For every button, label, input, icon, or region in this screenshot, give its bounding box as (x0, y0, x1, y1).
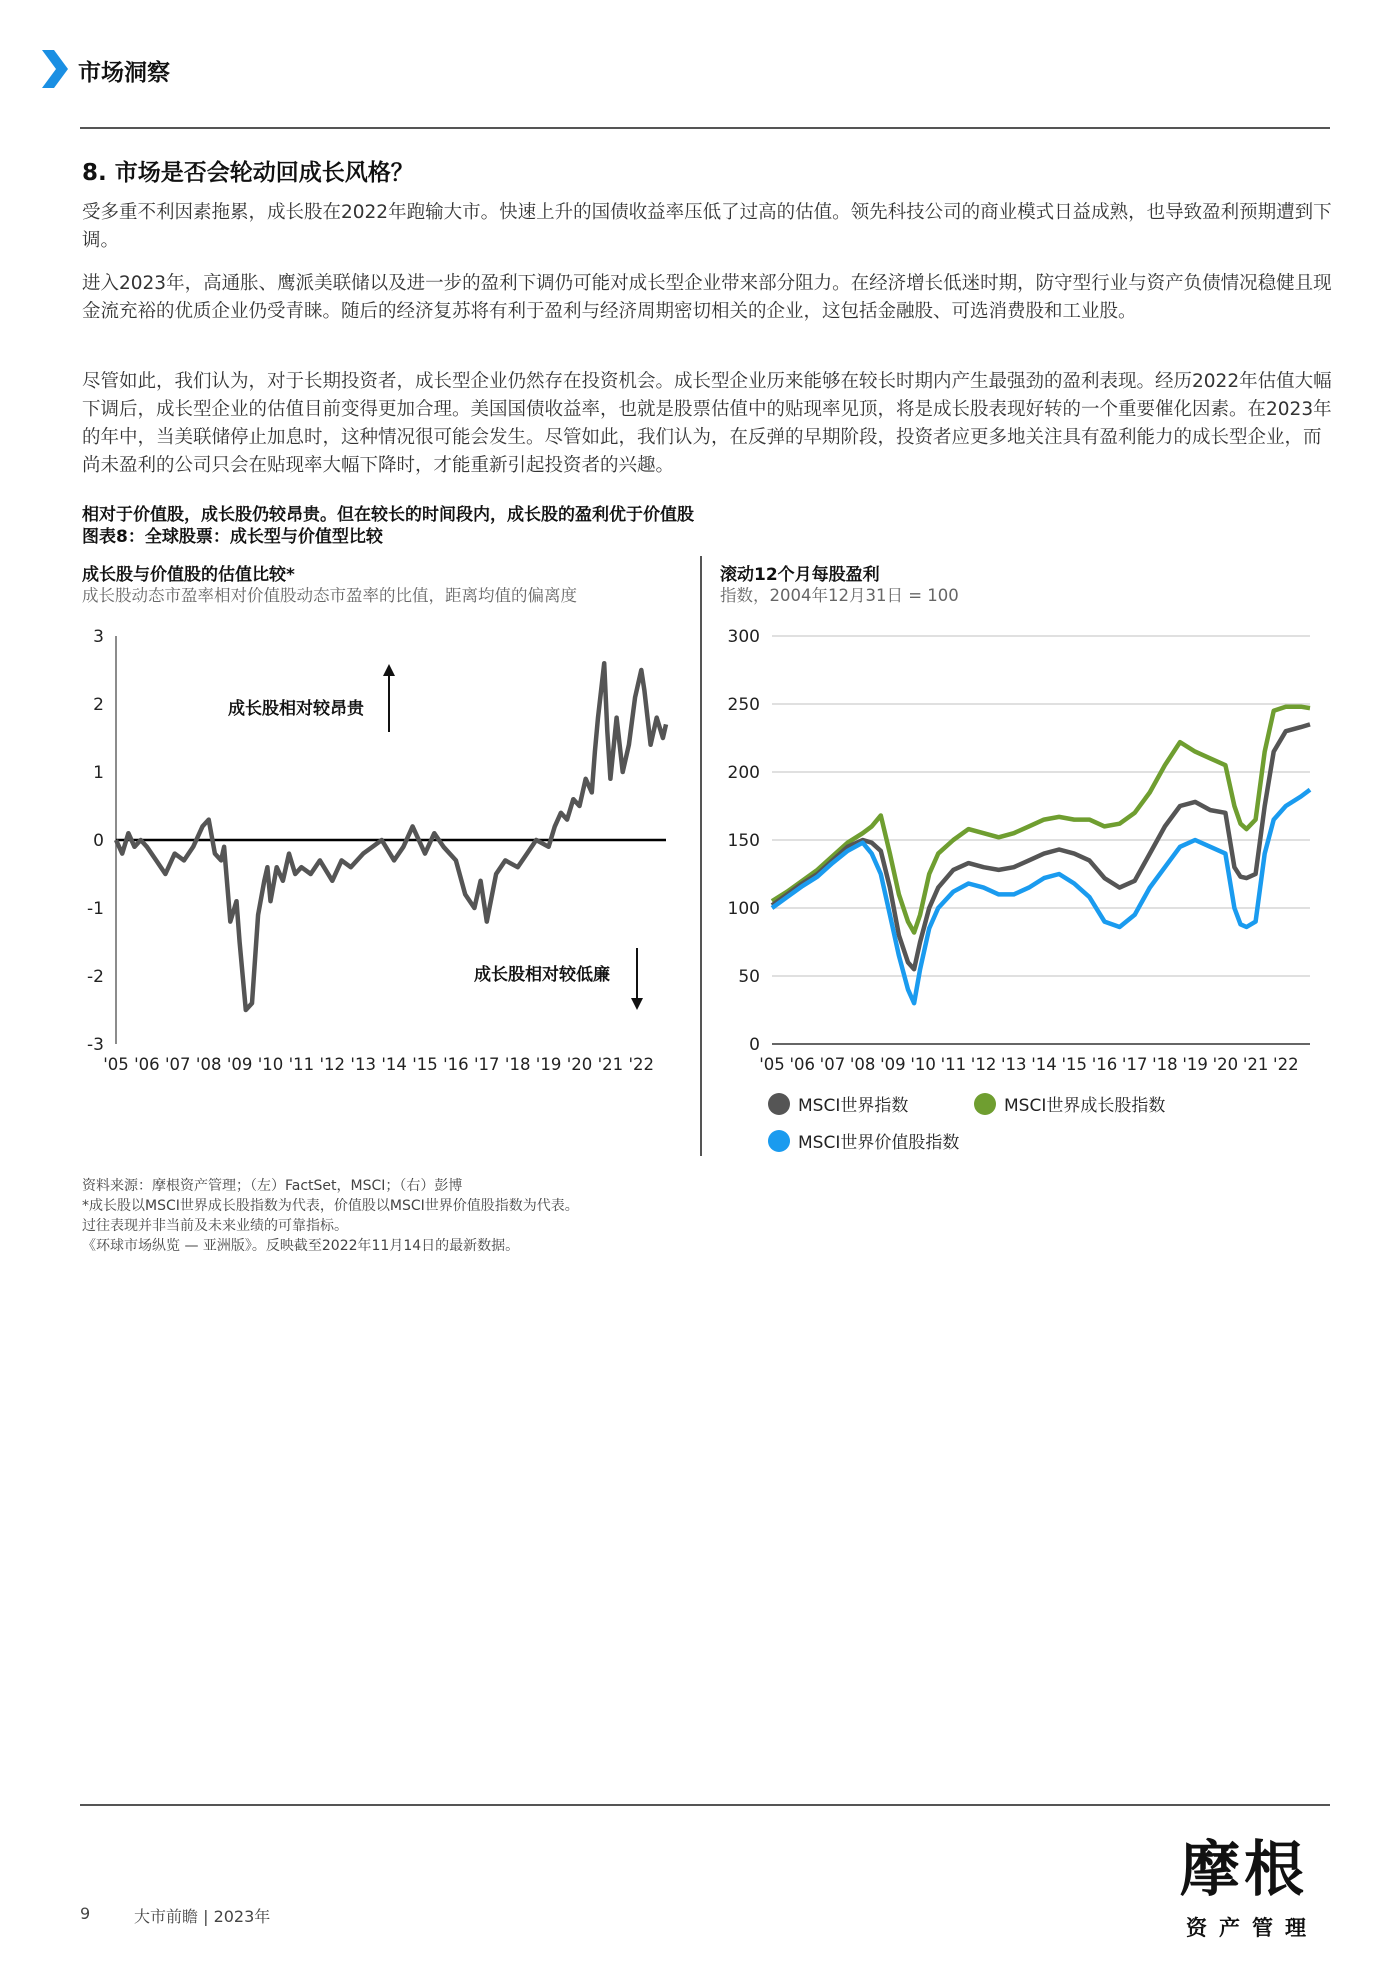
note-line: *成长股以MSCI世界成长股指数为代表，价值股以MSCI世界价值股指数为代表。 (82, 1198, 579, 1214)
right-x-tick-label: '20 (1212, 1055, 1239, 1074)
right-x-tick-label: '13 (1001, 1055, 1027, 1074)
left-y-tick-label: 3 (93, 627, 104, 647)
chart-divider (700, 556, 702, 1156)
right-y-tick-label: 150 (727, 831, 760, 851)
left-x-tick-label: '19 (535, 1055, 562, 1074)
brand-logo-subtitle: 资产管理 (1186, 1916, 1318, 1940)
left-x-tick-label: '20 (566, 1055, 593, 1074)
eps-line-growth (772, 707, 1310, 933)
left-x-tick-label: '12 (319, 1055, 346, 1074)
right-x-tick-label: '08 (849, 1055, 876, 1074)
left-x-tick-label: '14 (381, 1055, 407, 1074)
right-y-tick-label: 200 (727, 763, 760, 783)
right-x-tick-label: '07 (819, 1055, 846, 1074)
legend-swatch-value (768, 1130, 790, 1152)
eps-chart (710, 620, 1330, 1090)
right-chart-title: 滚动12个月每股盈利 (720, 565, 880, 585)
right-x-tick-label: '14 (1031, 1055, 1057, 1074)
left-y-tick-label: -1 (87, 899, 104, 919)
figure-caption-line2: 图表8：全球股票：成长型与价值型比较 (82, 527, 383, 547)
arrow-up-icon (383, 664, 395, 732)
right-y-tick-label: 0 (749, 1035, 760, 1055)
right-x-tick-label: '19 (1182, 1055, 1208, 1074)
right-x-tick-label: '18 (1152, 1055, 1178, 1074)
note-line: 《环球市场纵览 — 亚洲版》。反映截至2022年11月14日的最新数据。 (82, 1238, 520, 1254)
page-number: 9 (80, 1904, 91, 1923)
annotation-expensive: 成长股相对较昂贵 (228, 699, 364, 719)
left-x-tick-label: '18 (504, 1055, 531, 1074)
article-heading: 8. 市场是否会轮动回成长风格？ (82, 160, 414, 186)
right-y-tick-label: 300 (727, 627, 760, 647)
right-y-tick-label: 100 (727, 899, 760, 919)
left-x-tick-label: '11 (288, 1055, 315, 1074)
left-x-tick-label: '17 (474, 1055, 500, 1074)
right-chart-subtitle: 指数，2004年12月31日 = 100 (720, 586, 959, 605)
left-chart-subtitle: 成长股动态市盈率相对价值股动态市盈率的比值，距离均值的偏离度 (82, 586, 577, 605)
legend-item-growth (974, 1091, 1165, 1116)
header-rule (80, 127, 1330, 129)
annotation-cheap: 成长股相对较低廉 (474, 965, 610, 985)
right-x-tick-label: '05 (759, 1055, 785, 1074)
right-x-tick-label: '17 (1121, 1055, 1148, 1074)
right-x-tick-label: '09 (880, 1055, 906, 1074)
paragraph-3: 尽管如此，我们认为，对于长期投资者，成长型企业仍然存在投资机会。成长型企业历来能够在较长时期内产生最强劲的盈利表现。经历2022年估值大幅下调后，成长型企业的估值目前变得更加合理。美国国债收益率，也就是股票估值中的贴现率见顶，将是成长股表现好转的一个重要催化因素。在2023年的年中，当美联储停止加息时，这种情况很可能会发生。尽管如此，我们认为，在反弹的早期阶段，投资者应更多地关注具有盈利能力的成长型企业，而尚未盈利的公司只会在贴现率大幅下降时，才能重新引起投资者的兴趣。 (82, 371, 1332, 476)
right-x-tick-label: '21 (1242, 1055, 1269, 1074)
left-y-tick-label: -2 (87, 967, 104, 987)
left-x-tick-label: '16 (443, 1055, 469, 1074)
left-x-tick-label: '06 (134, 1055, 160, 1074)
paragraph-2: 进入2023年，高通胀、鹰派美联储以及进一步的盈利下调仍可能对成长型企业带来部分阻力。在经济增长低迷时期，防守型行业与资产负债情况稳健且现金流充裕的优质企业仍受青睐。随后的经济复苏将有利于盈利与经济周期密切相关的企业，这包括金融股、可选消费股和工业股。 (82, 273, 1332, 322)
left-y-tick-label: 2 (93, 695, 104, 715)
arrow-down-icon (631, 948, 643, 1010)
figure-caption-line1: 相对于价值股，成长股仍较昂贵。但在较长的时间段内，成长股的盈利优于价值股 (82, 505, 694, 525)
right-x-tick-label: '06 (789, 1055, 815, 1074)
valuation-ratio-chart (80, 620, 680, 1090)
figure-caption (82, 504, 694, 548)
left-x-tick-label: '10 (257, 1055, 284, 1074)
note-line: 资料来源：摩根资产管理；（左）FactSet，MSCI；（右）彭博 (82, 1178, 463, 1194)
footer-rule (80, 1804, 1330, 1806)
legend-swatch-growth (974, 1093, 996, 1115)
publication-title: 大市前瞻 | 2023年 (134, 1907, 271, 1926)
left-x-tick-label: '08 (195, 1055, 222, 1074)
left-x-tick-label: '05 (103, 1055, 129, 1074)
source-notes (82, 1176, 579, 1256)
paragraph-1: 受多重不利因素拖累，成长股在2022年跑输大市。快速上升的国债收益率压低了过高的估值。领先科技公司的商业模式日益成熟，也导致盈利预期遭到下调。 (82, 202, 1332, 251)
right-x-tick-label: '15 (1061, 1055, 1088, 1074)
section-chevron-icon (40, 50, 70, 88)
right-x-tick-label: '12 (970, 1055, 997, 1074)
right-x-tick-label: '16 (1091, 1055, 1118, 1074)
left-y-tick-label: -3 (87, 1035, 104, 1055)
left-x-tick-label: '22 (628, 1055, 655, 1074)
right-x-tick-label: '11 (940, 1055, 967, 1074)
left-y-tick-label: 1 (93, 763, 104, 783)
right-y-tick-label: 50 (738, 967, 760, 987)
legend-item-world (768, 1091, 908, 1116)
left-x-tick-label: '15 (412, 1055, 438, 1074)
right-x-tick-label: '22 (1273, 1055, 1299, 1074)
legend-swatch-world (768, 1093, 790, 1115)
left-x-tick-label: '21 (597, 1055, 624, 1074)
left-x-tick-label: '09 (226, 1055, 253, 1074)
right-y-tick-label: 250 (727, 695, 760, 715)
brand-logo: 摩根 (1180, 1835, 1308, 1905)
right-x-tick-label: '10 (910, 1055, 936, 1074)
legend-item-value (768, 1128, 959, 1153)
legend-label-value: MSCI世界价值股指数 (798, 1133, 960, 1153)
legend-label-growth: MSCI世界成长股指数 (1004, 1096, 1166, 1116)
section-label: 市场洞察 (78, 60, 170, 86)
left-chart-title: 成长股与价值股的估值比较* (82, 565, 295, 585)
note-line: 过往表现并非当前及未来业绩的可靠指标。 (82, 1218, 348, 1234)
valuation-ratio-line (116, 663, 666, 1010)
legend-label-world: MSCI世界指数 (798, 1096, 909, 1116)
left-y-tick-label: 0 (93, 831, 104, 851)
left-x-tick-label: '07 (165, 1055, 191, 1074)
left-x-tick-label: '13 (350, 1055, 376, 1074)
